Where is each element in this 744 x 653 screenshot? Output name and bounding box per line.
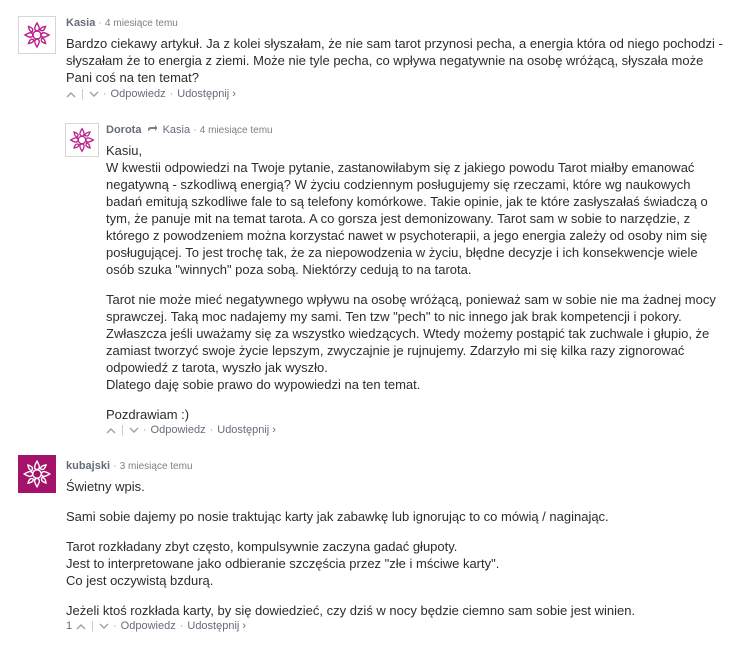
- comment-paragraph: Sami sobie dajemy po nosie traktując karty jak zabawkę lub ignorując to co mówią / naginając.: [66, 509, 609, 524]
- comment-kasia: [0, 0, 744, 110]
- comment-author[interactable]: Kasia: [66, 17, 96, 29]
- chevron-up-icon[interactable]: [106, 427, 116, 434]
- mandala-avatar-icon: [21, 19, 53, 51]
- chevron-down-icon[interactable]: [89, 91, 99, 98]
- avatar[interactable]: [65, 123, 99, 157]
- comment-time[interactable]: 3 miesiące temu: [119, 461, 193, 472]
- mandala-avatar-icon: [67, 125, 97, 155]
- comment-author[interactable]: Dorota: [106, 124, 142, 136]
- avatar[interactable]: [18, 455, 56, 493]
- comment-body: [106, 142, 724, 423]
- comment-paragraph: Tarot rozkładany zbyt często, kompulsywnie zaczyna gadać głupoty. Jest to interpretowane jako odbieranie szczęścia przez "złe i mściwe karty". Co jest oczywistą bzdurą.: [66, 539, 500, 588]
- actions-separator: ·: [102, 88, 107, 100]
- avatar[interactable]: [18, 16, 56, 54]
- comment-meta: [106, 124, 273, 136]
- vote-count: 1: [66, 620, 73, 632]
- reply-button[interactable]: Odpowiedz: [120, 620, 176, 632]
- comment-paragraph: Jeżeli ktoś rozkłada karty, by się dowiedzieć, czy dziś w nocy będzie ciemno sam sobie jest winien.: [66, 603, 636, 618]
- comment-time[interactable]: 4 miesiące temu: [199, 125, 273, 136]
- meta-separator: ·: [113, 460, 117, 472]
- vote-divider: |: [91, 620, 94, 632]
- comment-paragraph: Tarot nie może mieć negatywnego wpływu na osobę wróżącą, ponieważ sam w sobie nie ma żadnej mocy sprawczej. Taką moc nadajemy my sami. Ten tzw "pech" to nic innego jak brak kompetencji i pokory. Zwłaszcza jeśli uważamy się za wszystko wiedzących. Wtedy możemy postąpić tak zuchwale i głupio, że zamiast tworzyć swoje życie lepszym, zwyczajnie je rujnujemy. Zdarzyło mi się kilka razy zignorować odpowiedź z tarota, wyszło jak wyszło. Dlatego daję sobie prawo do wypowiedzi na ten temat.: [106, 292, 716, 392]
- chevron-down-icon[interactable]: [129, 427, 139, 434]
- comment-paragraph: Kasiu, W kwestii odpowiedzi na Twoje pytanie, zastanowiłabym się z jakiego powodu Tarot miałby emanować negatywną - szkodliwą energią? W życiu codziennym posługujemy się rzeczami, które wg naukowych badań emitują szkodliwe fale to są telefony komórkowe. Takie opinie, jak te które zasłyszałaś świadczą o tym, że panuje mit na temat tarota. A co gorsza jest demonizowany. Tarot sam w sobie to narzędzie, z którego z powodzeniem można korzystać nawet w psychoterapii, a jego energia zależy od osoby nim się posługującej. To jest trochę tak, że za niepowodzenia w życiu, błędne decyzje i ich konsekwencje wiele osób szuka "winnych" poza sobą. Niektórzy cedują to na tarota.: [106, 143, 708, 277]
- chevron-down-icon[interactable]: [99, 623, 109, 630]
- share-button[interactable]: Udostępnij ›: [217, 424, 276, 436]
- comment-actions: [66, 88, 236, 100]
- actions-separator: ·: [209, 424, 214, 436]
- share-button[interactable]: Udostępnij ›: [187, 620, 247, 632]
- share-button[interactable]: Udostępnij ›: [177, 88, 236, 100]
- reply-button[interactable]: Odpowiedz: [110, 88, 166, 100]
- reply-button[interactable]: Odpowiedz: [150, 424, 206, 436]
- chevron-up-icon[interactable]: [66, 91, 76, 98]
- reply-to-author[interactable]: Kasia: [162, 124, 191, 136]
- comment-body: [66, 478, 730, 619]
- vote-divider: |: [121, 424, 124, 436]
- comment-body: [66, 35, 730, 86]
- reply-arrow-icon: [147, 124, 161, 136]
- actions-separator: ·: [169, 88, 174, 100]
- comment-author[interactable]: kubajski: [66, 460, 111, 472]
- comment-kubajski: [0, 440, 744, 653]
- meta-separator: ·: [98, 17, 103, 29]
- actions-separator: ·: [179, 620, 184, 632]
- actions-separator: ·: [142, 424, 147, 436]
- comment-actions: [106, 424, 276, 436]
- actions-separator: ·: [112, 620, 117, 632]
- chevron-up-icon[interactable]: [76, 623, 86, 630]
- comment-paragraph: Świetny wpis.: [66, 479, 145, 494]
- comment-meta: [66, 460, 193, 472]
- vote-divider: |: [81, 88, 84, 100]
- mandala-avatar-icon: [20, 457, 54, 491]
- comment-paragraph: Pozdrawiam :): [106, 407, 190, 422]
- meta-separator: ·: [193, 124, 197, 136]
- comment-time[interactable]: 4 miesiące temu: [105, 18, 178, 29]
- comment-paragraph: Bardzo ciekawy artykuł. Ja z kolei słyszałam, że nie sam tarot przynosi pecha, a energia która od niego pochodzi - słyszałam że to energia z ziemi. Może nie tyle pecha, co wpływa negatywnie na osobę wróżącą, słyszała może Pani coś na ten temat?: [66, 36, 723, 85]
- comment-meta: [66, 17, 178, 29]
- comment-dorota: [0, 110, 744, 440]
- comment-actions: [66, 620, 246, 632]
